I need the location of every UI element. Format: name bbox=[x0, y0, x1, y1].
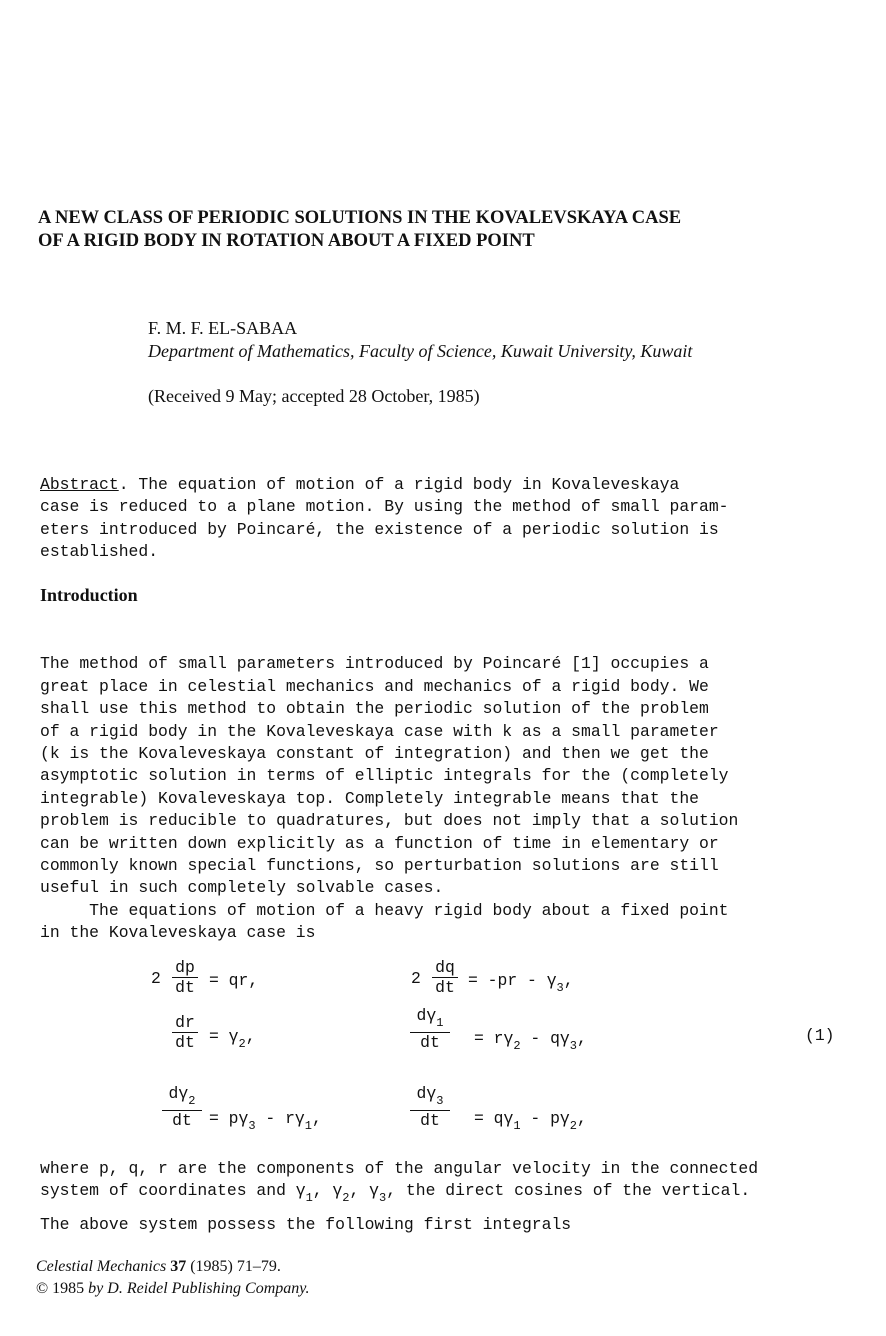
intro-line: The equations of motion of a heavy rigid body about a fixed point bbox=[40, 900, 729, 920]
copyright-symbol: © 1985 bbox=[36, 1280, 89, 1297]
eq1-rhs: = qr, bbox=[209, 971, 259, 990]
section-heading: Introduction bbox=[40, 585, 138, 605]
eq2-denominator: dt bbox=[435, 978, 455, 997]
journal-citation bbox=[36, 1258, 281, 1276]
eq1-denominator: dt bbox=[175, 978, 195, 997]
intro-line: can be written down explicitly as a function of time in elementary or bbox=[40, 833, 719, 853]
eq4-fraction bbox=[410, 1007, 450, 1052]
eq3-rhs: = $\gamma_2$, bbox=[209, 1027, 256, 1051]
eq1-coef: 2 bbox=[151, 969, 161, 988]
intro-line: great place in celestial mechanics and mechanics of a rigid body. We bbox=[40, 676, 709, 696]
title-line-2: OF A RIGID BODY IN ROTATION ABOUT A FIXED POINT bbox=[38, 231, 535, 251]
journal-name: Celestial Mechanics bbox=[36, 1258, 167, 1275]
after-line-2: system of coordinates and $\gamma_1$, $\gamma_2$, $\gamma_3$, the direct cosines of the vertical. bbox=[40, 1181, 751, 1206]
eq2-rhs: = $-pr - \gamma_3$, bbox=[468, 971, 574, 995]
after-equations bbox=[40, 1158, 758, 1204]
publisher: by D. Reidel Publishing Company. bbox=[88, 1280, 310, 1297]
eq6-rhs: = $q\gamma_1 - p\gamma_2$, bbox=[474, 1109, 587, 1133]
eq4-numerator: $d\gamma_1$ bbox=[410, 1007, 450, 1033]
received-date: (Received 9 May; accepted 28 October, 1985) bbox=[148, 386, 480, 406]
abstract-text-1: . The equation of motion of a rigid body in Kovaleveskaya bbox=[118, 475, 680, 494]
eq4-denominator: dt bbox=[420, 1033, 440, 1052]
eq2-coef: 2 bbox=[411, 969, 421, 988]
equation-number: (1) bbox=[805, 1026, 835, 1045]
eq6-fraction bbox=[410, 1085, 450, 1130]
eq5-rhs: = $p\gamma_3 - r\gamma_1$, bbox=[209, 1109, 322, 1133]
eq2-numerator: dq bbox=[432, 959, 458, 978]
abstract-line-3: eters introduced by Poincaré, the existence of a periodic solution is bbox=[40, 519, 719, 539]
title-line-1: A NEW CLASS OF PERIODIC SOLUTIONS IN THE KOVALEVSKAYA CASE bbox=[38, 208, 682, 228]
eq1-fraction bbox=[172, 959, 198, 997]
eq6-numerator: $d\gamma_3$ bbox=[410, 1085, 450, 1111]
eq5-numerator: $d\gamma_2$ bbox=[162, 1085, 202, 1111]
paper-title bbox=[38, 207, 681, 253]
abstract-label: Abstract bbox=[40, 475, 119, 494]
after-line-1: where p, q, r are the components of the angular velocity in the connected bbox=[40, 1159, 759, 1178]
intro-line: useful in such completely solvable cases. bbox=[40, 878, 444, 898]
eq1-numerator: dp bbox=[172, 959, 198, 978]
eq5-fraction bbox=[162, 1085, 202, 1130]
intro-line: shall use this method to obtain the periodic solution of the problem bbox=[40, 699, 709, 719]
intro-line: in the Kovaleveskaya case is bbox=[40, 923, 316, 943]
intro-text bbox=[40, 631, 738, 967]
intro-line: problem is reducible to quadratures, but does not imply that a solution bbox=[40, 811, 739, 831]
abstract-line-2: case is reduced to a plane motion. By using the method of small param- bbox=[40, 497, 729, 517]
journal-volume: 37 bbox=[170, 1258, 187, 1275]
abstract-line-4: established. bbox=[40, 542, 159, 562]
after-line-3: The above system possess the following first integrals bbox=[40, 1215, 572, 1234]
intro-line: of a rigid body in the Kovaleveskaya case with k as a small parameter bbox=[40, 721, 719, 741]
eq4-rhs: = $r\gamma_2 - q\gamma_3$, bbox=[474, 1029, 587, 1053]
intro-line: asymptotic solution in terms of elliptic integrals for the (completely bbox=[40, 766, 729, 786]
eq5-denominator: dt bbox=[172, 1111, 192, 1130]
journal-pages: (1985) 71–79. bbox=[186, 1258, 281, 1275]
eq3-denominator: dt bbox=[175, 1033, 195, 1052]
eq6-denominator: dt bbox=[420, 1111, 440, 1130]
abstract-line-1 bbox=[40, 474, 729, 496]
intro-line: (k is the Kovaleveskaya constant of integration) and then we get the bbox=[40, 744, 709, 764]
eq2-fraction bbox=[432, 959, 458, 997]
intro-line: integrable) Kovaleveskaya top. Completely integrable means that the bbox=[40, 788, 700, 808]
intro-line: commonly known special functions, so perturbation solutions are still bbox=[40, 856, 719, 876]
affiliation: Department of Mathematics, Faculty of Science, Kuwait University, Kuwait bbox=[148, 341, 693, 361]
intro-line: The method of small parameters introduced by Poincaré [1] occupies a bbox=[40, 654, 709, 674]
eq3-numerator: dr bbox=[172, 1014, 198, 1033]
author: F. M. F. EL-SABAA bbox=[148, 318, 298, 338]
eq3-fraction bbox=[172, 1014, 198, 1052]
abstract bbox=[40, 474, 729, 564]
copyright-line bbox=[36, 1280, 309, 1298]
